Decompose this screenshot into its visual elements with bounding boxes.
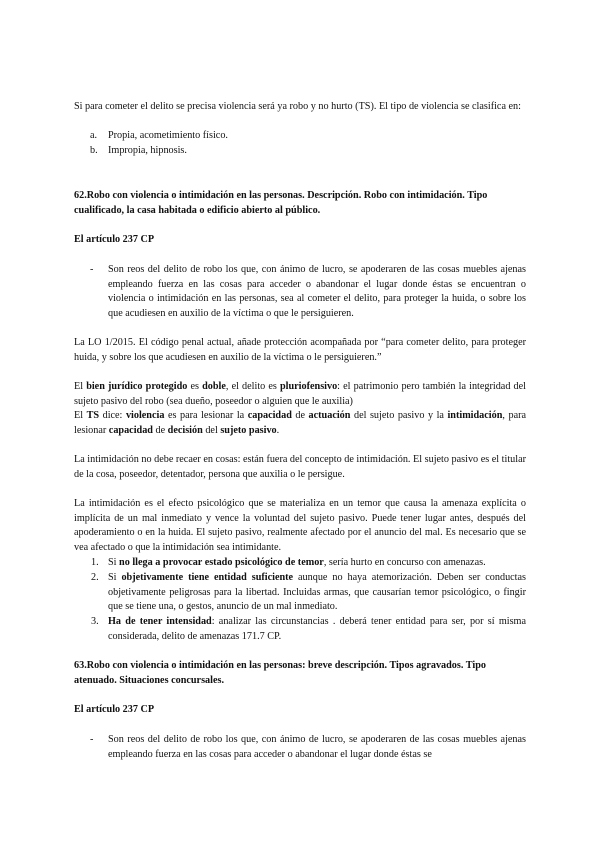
- intro-paragraph: Si para cometer el delito se precisa violencia será ya robo y no hurto (TS). El tipo de violencia se clasifica en:: [74, 101, 521, 112]
- cosas-paragraph: La intimidación no debe recaer en cosas: están fuera del concepto de intimidación. El sujeto pasivo es el titular de la cosa, poseedor, detentador, persona que auxilia o le persigue.: [74, 454, 526, 480]
- section-62-heading: 62.Robo con violencia o intimidación en las personas. Descripción. Robo con intimidación. Tipo cualificado, la casa habitada o edificio abierto al público.: [74, 190, 488, 216]
- list-marker: 2.: [91, 572, 99, 583]
- efecto-paragraph: La intimidación es el efecto psicológico que se materializa en un temor que causa la amenaza explícita o implícita de un mal inmediato y vence la voluntad del sujeto pasivo. Puede tener lugar antes, después del apoderamiento o en la huida. El sujeto pasivo, realmente afectado por el anuncio del mal. Es necesario que se vea afectado o que la intimidación sea intimidante.: [74, 498, 526, 553]
- bullet-dash: -: [90, 264, 94, 275]
- list-item: Ha de tener intensidad: analizar las circunstancias . deberá tener entidad para ser, por sí misma considerada, delito de amenazas 171.7 CP.: [108, 616, 526, 642]
- list-marker: a.: [90, 130, 98, 141]
- list-item: Si objetivamente tiene entidad suficiente aunque no haya atemorización. Deben ser conductas objetivamente peligrosas para la libertad. Incluidas armas, que causarían temor psicológico, o fingir que se tiene una, o gestos, anuncio de un mal inmediato.: [108, 572, 526, 612]
- ts-paragraph: El TS dice: violencia es para lesionar la capacidad de actuación del sujeto pasivo y la intimidación, para lesionar capacidad de decisión del sujeto pasivo.: [74, 410, 526, 436]
- list-item: Propia, acometimiento físico.: [108, 130, 228, 141]
- bullet-dash: -: [90, 734, 94, 745]
- section-62-subheading: El artículo 237 CP: [74, 234, 155, 245]
- list-item: Si no llega a provocar estado psicológico de temor, sería hurto en concurso con amenazas.: [108, 557, 486, 568]
- list-marker: 3.: [91, 616, 99, 627]
- list-marker: 1.: [91, 557, 99, 568]
- section-62-bullet: Son reos del delito de robo los que, con ánimo de lucro, se apoderaren de las cosas muebles ajenas empleando fuerza en las cosas para acceder o abandonar el lugar donde éstas se encuentran o violencia o intimidación en las personas, sea al cometer el delito, para proteger la huida, o sobre los que acudiesen en auxilio de la víctima o que le persiguieren.: [108, 264, 526, 319]
- list-item: Impropia, hipnosis.: [108, 145, 187, 156]
- section-63-heading: 63.Robo con violencia o intimidación en las personas: breve descripción. Tipos agravados. Tipo atenuado. Situaciones concursales.: [74, 660, 486, 686]
- section-63-subheading: El artículo 237 CP: [74, 704, 155, 715]
- list-marker: b.: [90, 145, 98, 156]
- bien-juridico-paragraph: El bien jurídico protegido es doble, el delito es pluriofensivo: el patrimonio pero también la integridad del sujeto pasivo del robo (sea dueño, poseedor o alguien que le auxilia): [74, 381, 526, 407]
- lo-paragraph: La LO 1/2015. El código penal actual, añade protección acompañada por “para cometer delito, para proteger huida, y sobre los que acudiesen en auxilio de la víctima o le persiguieren.”: [74, 337, 526, 363]
- section-63-bullet: Son reos del delito de robo los que, con ánimo de lucro, se apoderaren de las cosas muebles ajenas empleando fuerza en las cosas para acceder o abandonar el lugar donde éstas se: [108, 734, 526, 760]
